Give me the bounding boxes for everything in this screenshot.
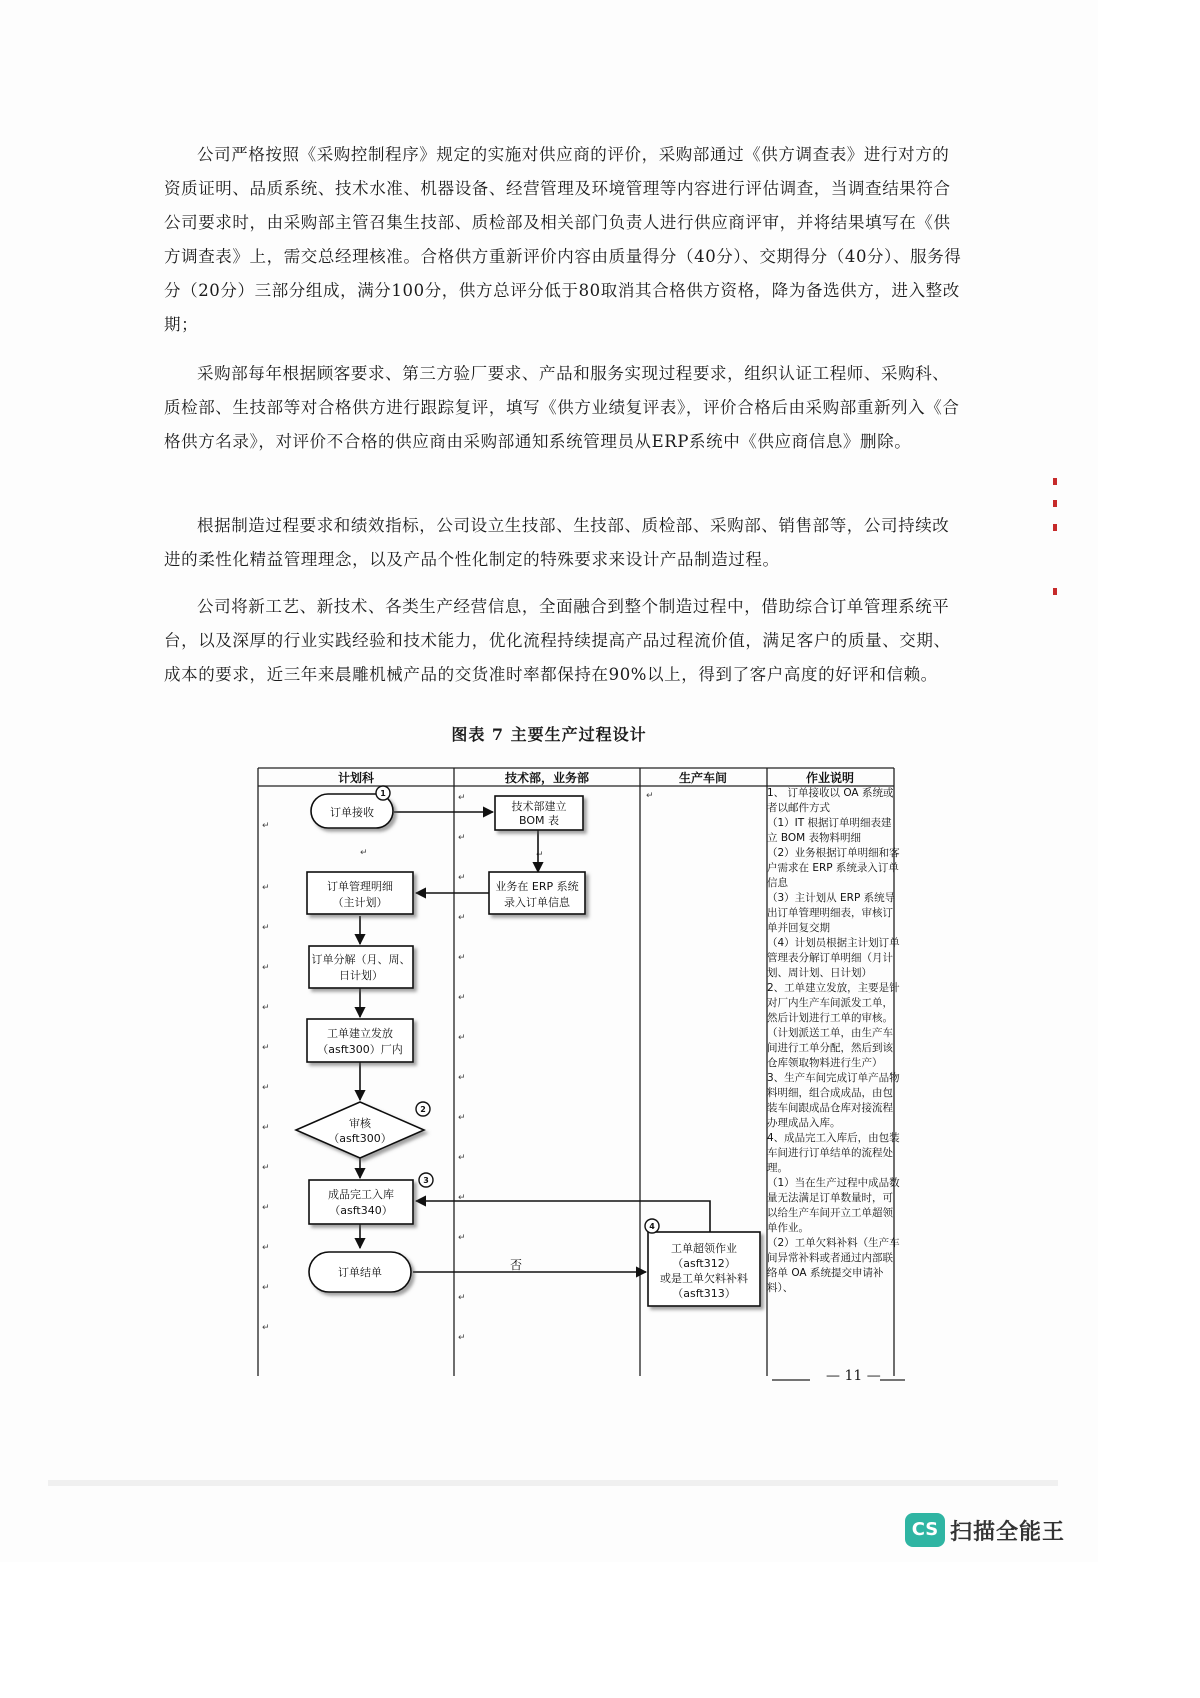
no-branch-label: 否	[510, 1258, 523, 1272]
label-storage-2: （asft340）	[329, 1204, 393, 1217]
svg-text:↵: ↵	[646, 791, 654, 801]
svg-text:↵: ↵	[536, 850, 544, 860]
note-1-3: （3）主计划从 ERP 系统导出订单管理明细表，审核订单并回复交期	[767, 892, 896, 934]
label-order-receive: 订单接收	[330, 806, 374, 819]
label-storage-1: 成品完工入库	[328, 1188, 394, 1201]
svg-text:↵: ↵	[262, 1003, 270, 1013]
binding-mark	[1053, 524, 1057, 531]
svg-text:↵: ↵	[458, 793, 466, 803]
svg-text:↵: ↵	[458, 833, 466, 843]
label-review-2: （asft300）	[328, 1132, 392, 1145]
lane-header-planning: 计划科	[337, 771, 375, 785]
svg-text:↵: ↵	[262, 1243, 270, 1253]
label-split-2: 日计划）	[339, 969, 383, 982]
note-4-2: （2）工单欠料补料（生产车间异常补料或者通过内部联络单 OA 系统提交申请补料）、	[767, 1237, 900, 1294]
node-storage	[309, 1180, 413, 1224]
svg-text:↵: ↵	[262, 1323, 270, 1333]
svg-text:↵: ↵	[458, 1153, 466, 1163]
label-review-1: 审核	[349, 1117, 371, 1130]
label-split-1: 订单分解（月、周、	[311, 953, 411, 966]
note-1-2: （2）业务根据订单明细和客户需求在 ERP 系统录入订单信息	[767, 847, 900, 889]
label-erp-1: 业务在 ERP 系统	[495, 880, 579, 893]
svg-text:↵: ↵	[262, 923, 270, 933]
note-4: 4、成品完工入库后，由包装车间进行订单结单的流程处理。	[767, 1132, 900, 1174]
paragraph-supplier-evaluation: 公司严格按照《采购控制程序》规定的实施对供应商的评价，采购部通过《供方调查表》进行对方的资质证明、品质系统、技术水准、机器设备、经营管理及环境管理等内容进行评估调查，当调查结果符合公司要求时，由采购部主管召集生技部、质检部及相关部门负责人进行供应商评审，并将结果填写在《供方调查表》上，需交总经理核准。合格供方重新评价内容由质量得分（40分）、交期得分（40分）、服务得分（20分）三部分组成，满分100分，供方总评分低于80取消其合格供方资格，降为备选供方，进入整改期；	[164, 145, 962, 334]
svg-text:↵: ↵	[458, 1293, 466, 1303]
label-order-close: 订单结单	[338, 1266, 382, 1279]
svg-text:↵: ↵	[458, 953, 466, 963]
svg-text:2: 2	[420, 1105, 426, 1114]
lane-header-workshop: 生产车间	[678, 771, 728, 785]
label-wo-2: （asft300）厂内	[317, 1043, 403, 1056]
label-detail-2: （主计划）	[332, 896, 388, 909]
svg-text:↵: ↵	[458, 873, 466, 883]
label-bom-1: 技术部建立	[511, 800, 567, 813]
note-1-4: （4）计划员根据主计划订单管理表分解订单明细（月计划、周计划、日计划）	[767, 937, 900, 979]
label-over-3: 或是工单欠料补料	[660, 1272, 748, 1285]
svg-text:↵: ↵	[458, 1113, 466, 1123]
binding-mark	[1053, 588, 1057, 595]
svg-text:↵: ↵	[458, 913, 466, 923]
svg-text:↵: ↵	[458, 1033, 466, 1043]
svg-text:↵: ↵	[262, 963, 270, 973]
figure-caption: 图表 7 主要生产过程设计	[451, 725, 647, 744]
lane-header-notes: 作业说明	[805, 771, 855, 785]
svg-text:↵: ↵	[458, 1073, 466, 1083]
note-1: 1、 订单接收以 OA 系统或者以邮件方式	[767, 787, 894, 814]
label-over-2: （asft312）	[672, 1257, 736, 1270]
process-notes	[767, 786, 901, 1296]
note-4-1: （1）当在生产过程中成品数量无法满足订单数量时，可以给生产车间开立工单超领单作业。	[767, 1177, 900, 1234]
svg-text:4: 4	[649, 1222, 655, 1231]
label-bom-2: BOM 表	[519, 814, 559, 827]
svg-text:3: 3	[423, 1176, 429, 1185]
paragraph-supplier-review: 采购部每年根据顾客要求、第三方验厂要求、产品和服务实现过程要求，组织认证工程师、采购科、质检部、生技部等对合格供方进行跟踪复评，填写《供方业绩复评表》，评价合格后由采购部重新列入《合格供方名录》，对评价不合格的供应商由采购部通知系统管理员从ERP系统中《供应商信息》删除。	[164, 364, 960, 451]
svg-text:↵: ↵	[458, 1233, 466, 1243]
paragraph-order-management: 公司将新工艺、新技术、各类生产经营信息，全面融合到整个制造过程中，借助综合订单管理系统平台，以及深厚的行业实践经验和技术能力，优化流程持续提高产品过程流价值，满足客户的质量、交期、成本的要求，近三年来晨雕机械产品的交货准时率都保持在90%以上，得到了客户高度的好评和信赖。	[164, 597, 951, 684]
svg-text:↵: ↵	[262, 1203, 270, 1213]
svg-text:↵: ↵	[262, 1123, 270, 1133]
svg-text:1: 1	[380, 789, 386, 798]
svg-text:↵: ↵	[458, 1333, 466, 1343]
svg-text:↵: ↵	[458, 993, 466, 1003]
svg-text:↵: ↵	[262, 1283, 270, 1293]
label-over-4: （asft313）	[672, 1287, 736, 1300]
note-1-1: （1）IT 根据订单明细表建立 BOM 表物料明细	[767, 817, 892, 844]
binding-mark	[1053, 500, 1057, 507]
note-3: 3、生产车间完成订单产品物料明细，组合成成品，由包装车间跟成品仓库对接流程办理成品入库。	[767, 1072, 900, 1129]
note-2: 2、工单建立发放，主要是针对厂内生产车间派发工单，然后计划进行工单的审核。（计划派送工单，由生产车间进行工单分配，然后到该仓库领取物料进行生产）	[767, 982, 900, 1069]
svg-text:↵: ↵	[262, 821, 270, 831]
binding-mark	[1053, 478, 1057, 485]
svg-text:↵: ↵	[262, 1043, 270, 1053]
label-wo-1: 工单建立发放	[327, 1027, 393, 1040]
svg-text:↵: ↵	[360, 848, 368, 858]
watermark-brand: 扫描全能王	[950, 1520, 1066, 1545]
label-over-1: 工单超领作业	[671, 1242, 737, 1255]
paragraph-process-design: 根据制造过程要求和绩效指标，公司设立生技部、生技部、质检部、采购部、销售部等，公司持续改进的柔性化精益管理理念，以及产品个性化制定的特殊要求来设计产品制造过程。	[164, 516, 950, 569]
label-erp-2: 录入订单信息	[504, 896, 570, 909]
svg-text:↵: ↵	[262, 1163, 270, 1173]
label-detail-1: 订单管理明细	[327, 880, 393, 893]
node-review	[296, 1102, 424, 1158]
svg-text:↵: ↵	[458, 1193, 466, 1203]
lane-header-tech-sales: 技术部，业务部	[504, 771, 590, 785]
svg-text:↵: ↵	[262, 1083, 270, 1093]
camscanner-logo-icon: CS	[905, 1513, 945, 1547]
svg-text:↵: ↵	[262, 883, 270, 893]
page-number: — 11 —	[826, 1368, 881, 1384]
